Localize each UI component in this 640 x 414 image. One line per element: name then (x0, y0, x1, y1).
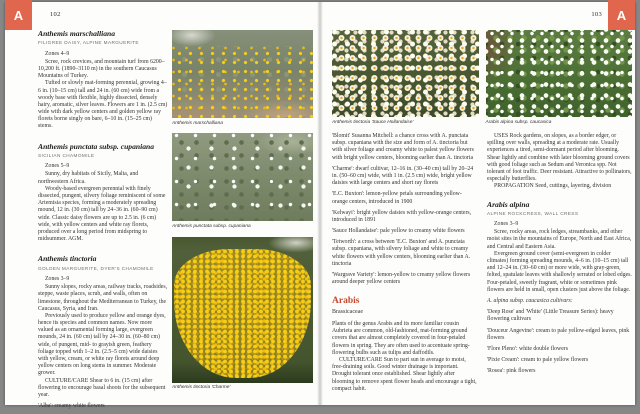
zones-line: Zones 5–9 (45, 163, 70, 170)
page-gutter (317, 2, 323, 405)
uses-paragraph: USES Rock gardens, on slopes, as a border edger, or spilling over walls, spreading at a moderate rate. Usually experiences a tired, semi-dormant period after blooming. Shear lightly and combine with later blooming ground covers with good foliage such as Sedum and Veronica spp. Not tolerant of foot traffic. Deer resistant. Attractive to pollinators, especially butterflies. (487, 133, 632, 183)
cultivar-note: 'Tetworth': a cross between 'E.C. Buxton' and A. punctata subsp. cupaniana, with silvery foliage and white to creamy white flowers with yellow centers, blooming earlier than A. tinctoria (332, 239, 471, 267)
right-page-left-column (332, 133, 477, 393)
common-names: ALPINE ROCKCRESS, WALL CRESS (487, 210, 579, 216)
entry-anthemis-tinctoria (38, 255, 168, 410)
photo-anthemis-punctata-cupaniana (172, 133, 313, 221)
cultivar-note: 'Wargrave Variety': lemon-yellow to creamy yellow flowers around deeper yellow centers (332, 272, 471, 286)
species-title: Anthemis tinctoria (38, 254, 97, 264)
cultivar-note: 'Alba': creamy white flowers (38, 403, 105, 410)
cultivar-note: 'Douceur Angevine': cream to pale yellow-edged leaves, pink flowers (487, 327, 630, 341)
tab-letter: A (13, 7, 24, 23)
figure-marschalliana (172, 30, 313, 126)
description-paragraph: Woody-based evergreen perennial with finely dissected, pungent, silvery foliage reminiscent of some Artemisia species, forming a moderately spreading mound, 12 in. (30 cm) tall by 24–36 in. (60–90 cm) wide. Classic daisy flowers are up to 2.5 in. (6 cm) wide, with yellow centers and white ray florets, produced over a long period from midspring to midsummer. AGM. (38, 185, 166, 243)
habitat-paragraph: Sunny slopes, rocky areas, railway tracks, roadsides, steppe, waste places, scrub, and walls, often on limestone, throughout the Mediterranean to Turkey, the Caucasus, Syria, and Iran. (38, 284, 168, 312)
tab-letter: A (616, 7, 627, 23)
species-title: Anthemis punctata subsp. cupaniana (38, 141, 155, 151)
right-page-right-column (487, 133, 632, 393)
cultivar-note: 'Pixie Cream': cream to pale yellow flowers (487, 357, 589, 364)
habitat-paragraph: Sunny, dry habitats of Sicily, Malta, and northwestern Africa. (38, 171, 139, 185)
family-name: Brassicaceae (332, 308, 363, 315)
cultivar-note: 'Charme': dwarf cultivar, 12–16 in. (30–40 cm) tall by 20–24 in. (50–60 cm) wide, with 1 in. (2.5 cm) wide, bright yellow daisies with large centers and short ray florets (332, 165, 474, 187)
left-photo-column (172, 30, 313, 398)
culture-care-paragraph: CULTURE/CARE Shear to 6 in. (15 cm) after flowering to encourage basal shoots for the subsequent year. (38, 377, 166, 398)
open-pages (5, 2, 635, 410)
culture-care-paragraph: CULTURE/CARE Sun to part sun in average to moist, free-draining soils. Good winter drainage is important. Drought tolerant once established. Shear lightly after blooming to remove spent flower heads and encourage a tight, compact habit. (332, 356, 477, 392)
photo-anthemis-marschalliana (172, 30, 313, 118)
right-text-columns (332, 133, 632, 393)
figure-sauce-hollandaise (332, 30, 479, 125)
entry-arabis-alpina (487, 201, 632, 376)
photo-anthemis-tinctoria-sauce-hollandaise (332, 30, 479, 117)
cultivar-note: 'Blomit' Susanna Mitchell: a chance cross with A. punctata subsp. cupaniana with the size and form of A. tinctoria but with silver foliage and creamy white to palest yellow flowers with bright yellow centers, blooming earlier than A. tinctoria (332, 133, 474, 161)
zones-line: Zones 3–9 (45, 275, 70, 282)
description-paragraph: Evergreen ground cover (semi-evergreen in colder climates) forming spreading mounds, 4–6 in. (10–15 cm) tall and 12–24 in. (30–60 cm) or more wide, with gray-green, felted, spatulate leaves with shallowly serrated or lobed edges. Four-petaled, sweetly fragrant, white or sometimes pink flowers are held in small, open clusters just above the foliage. (487, 250, 632, 293)
common-names: GOLDEN MARGUERITE, DYER'S CHAMOMILE (38, 265, 154, 271)
description-paragraph: Tufted or slowly mat-forming perennial, growing 4–6 in. (10–15 cm) tall and 24 in. (60 cm) wide from a woody base with flexible, highly dissected, densely hairy, aromatic, silver leaves. Flowers are 1 in. (2.5 cm) wide with dark yellow centers and golden yellow ray florets borne singly on bare, 6–10 in. (15–25 cm) stems. (38, 80, 168, 130)
zones-line: Zones 3–9 (494, 221, 519, 228)
habitat-paragraph: Scree, rock crevices, and mountain turf from 6200–10,200 ft. (1890–3110 m) in the southern Caucasus Mountains of Turkey. (38, 58, 165, 80)
cultivar-note: 'Flore Pleno': white double flowers (487, 345, 568, 352)
cultivar-note: 'E.C. Buxton': lemon-yellow petals surrounding yellow-orange centers, introduced in 1900 (332, 191, 462, 205)
right-photo-row (332, 30, 632, 132)
photo-arabis-alpina-caucasica (486, 30, 633, 117)
zones-line: Zones 4–9 (45, 50, 70, 57)
alphabet-tab-left (5, 0, 32, 30)
page-number-left: 102 (50, 11, 61, 18)
alphabet-tab-right (608, 0, 635, 30)
species-title: Arabis alpina (487, 199, 530, 209)
photo-caption: Anthemis punctata subsp. cupaniana (172, 223, 251, 229)
species-title: Anthemis marschalliana (38, 29, 116, 38)
photo-caption: Anthemis tinctoria 'Sauce Hollandaise' (332, 119, 414, 125)
figure-arabis-alpina (486, 30, 633, 125)
propagation-paragraph: PROPAGATION Seed, cuttings, layering, division (494, 183, 612, 190)
genus-heading: Arabis (332, 296, 360, 307)
photo-caption: Anthemis marschalliana (172, 120, 223, 126)
cultivar-note: 'Kelwayi': bright yellow daisies with yellow-orange centers, introduced in 1891 (332, 209, 472, 223)
page-left (5, 2, 320, 410)
cultivar-note: 'Sauce Hollandaise': pale yellow to creamy white flowers (332, 228, 465, 235)
common-names: FILIGREE DAISY, ALPINE MARGUERITE (38, 40, 139, 46)
cultivar-note: 'Deep Rose' and 'White' (Little Treasure Series): heavy flowering cultivars (487, 309, 614, 323)
page-number-right: 103 (591, 11, 602, 18)
genus-intro-paragraph: Plants of the genus Arabis and its more familiar cousin Aubrieta are common, old-fashioned, mat-forming ground covers that are almost completely covered in four-petaled flowers in spring. They are often used to accentuate spring-flowering bulbs such as tulips and daffodils. (332, 321, 470, 356)
common-names: SICILIAN CHAMOMILE (38, 152, 95, 158)
entry-anthemis-punctata-cupaniana (38, 143, 168, 244)
description-paragraph: Previously used to produce yellow and orange dyes, hence its species and common names. Now more valued as an ornamental forming large, evergreen mounds, 24 in. (60 cm) tall by 24–30 in. (60–80 cm) wide, of pungent, mid- to grayish green, feathery foliage topped with 1–2 in. (2.5–5 cm) wide daisies with yellow, cream, or white ray florets around deep yellow centers on long stems in summer. Moderate grower. (38, 312, 166, 377)
photo-caption: Anthemis tinctoria 'Charme' (172, 385, 231, 391)
habitat-paragraph: Scree, rocky areas, rock ledges, streambanks, and other moist sites in the mountains of Europe, North and East Africa, and Central and Eastern Asia. (487, 229, 632, 250)
figure-charme (172, 237, 313, 391)
figure-cupaniana (172, 133, 313, 229)
photo-anthemis-tinctoria-charme (172, 237, 313, 383)
cultivar-list-heading: A. alpina subsp. caucasica cultivars: (487, 297, 573, 304)
photo-caption: Arabis alpina subsp. caucasica (485, 119, 552, 125)
page-right (320, 2, 635, 405)
entry-anthemis-marschalliana (38, 30, 168, 131)
cultivar-note: 'Rosea': pink flowers (487, 368, 536, 375)
left-text-column (38, 30, 168, 414)
